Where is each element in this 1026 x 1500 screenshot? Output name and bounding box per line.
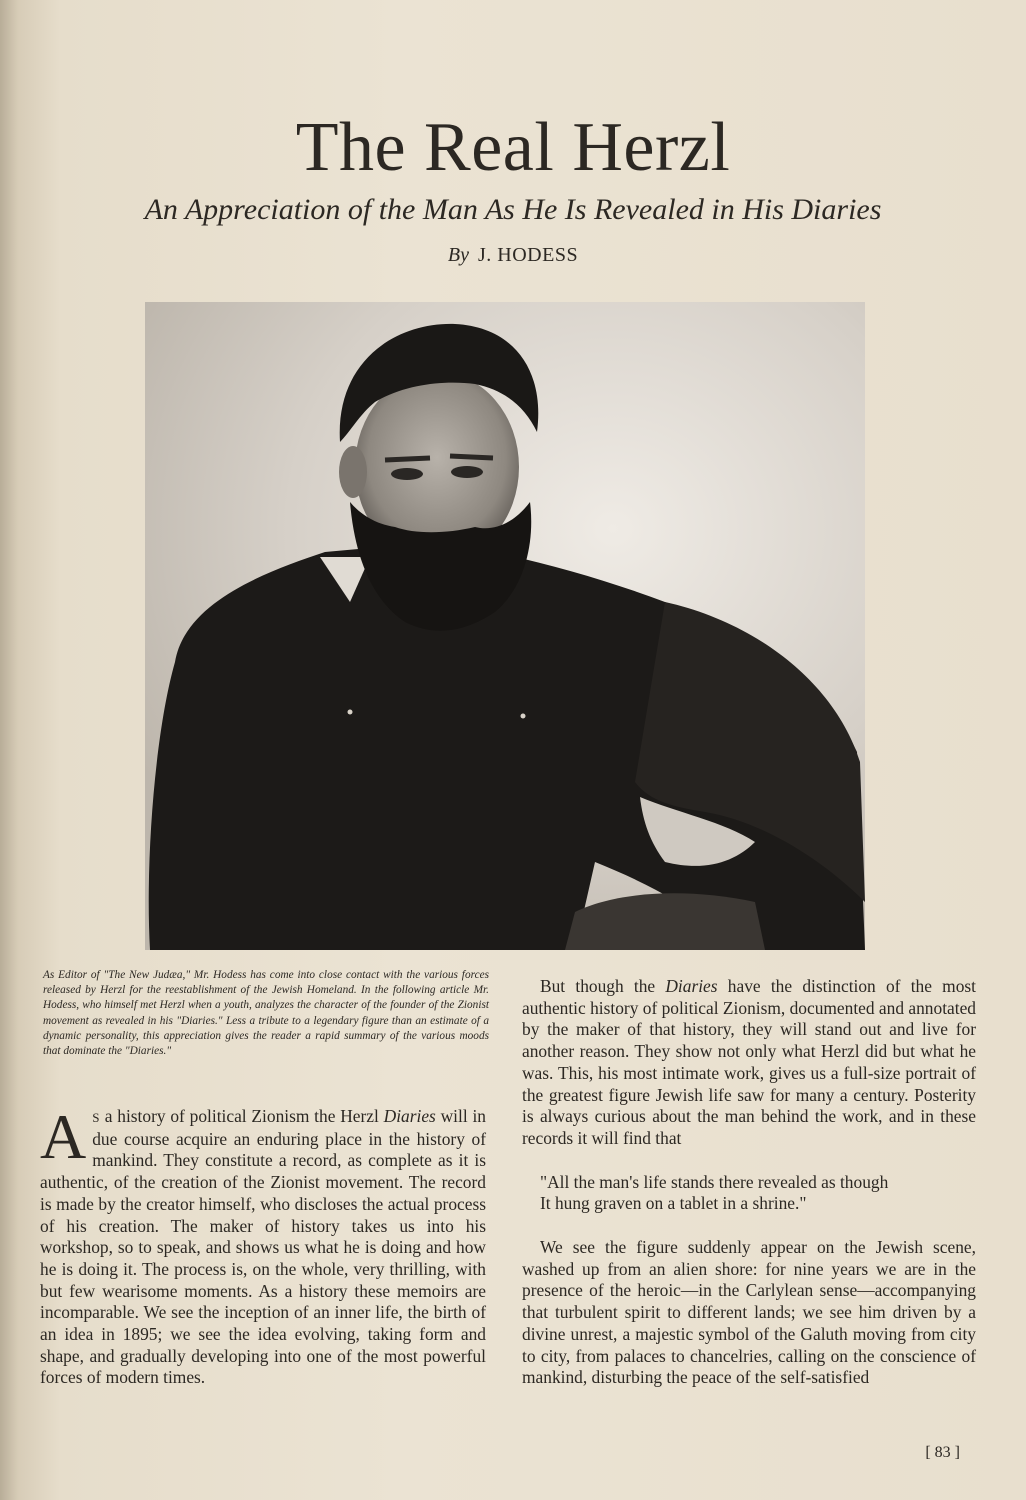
page-number: [ 83 ] [925, 1444, 960, 1461]
paragraph: We see the figure suddenly appear on the Jewish scene, washed up from an alien shore: for nine years we are in the presence of the heroic—in the Carlylean sense—accompanying that turbulent spirit to different lands; we see him driven by a divine unrest, a majestic symbol of the Galuth moving from city to city, from palaces to chancelries, calling on the conscience of mankind, disturbing the peace of the self-satisfied [522, 1237, 976, 1388]
quote-line: It hung graven on a tablet in a shrine." [540, 1193, 807, 1214]
article-subtitle: An Appreciation of the Man As He Is Revealed in His Diaries [144, 193, 882, 226]
byline-prefix: By [447, 244, 469, 266]
author-name: J. HODESS [478, 244, 579, 266]
left-column [40, 1101, 486, 1389]
small-caps-letter: S [92, 1110, 100, 1125]
article-title: The Real Herzl [295, 109, 731, 186]
right-column [522, 976, 976, 1389]
diaries-italic: Diaries [383, 1106, 436, 1126]
portrait-photo [145, 302, 865, 950]
byline [0, 240, 1026, 270]
block-quote [540, 1172, 976, 1215]
paragraph-text: a history of political Zionism the Herzl [99, 1106, 384, 1126]
opening-paragraph [40, 1101, 486, 1389]
portrait-illustration [145, 302, 865, 950]
editor-note-caption: As Editor of "The New Judæa," Mr. Hodess has come into close contact with the various forces released by Herzl for the reestablishment of the Jewish Homeland. In the following article Mr. Hodess, who himself met Herzl when a youth, analyzes the character of the founder of the Zionist movement as revealed in his "Diaries." Less a tribute to a legendary figure than an estimate of a dynamic personality, this appreciation gives the reader a rapid summary of the various moods that dominate the "Diaries." [43, 969, 489, 1058]
diaries-italic: Diaries [665, 976, 718, 996]
paragraph-text: But though the [540, 976, 666, 996]
quote-line: "All the man's life stands there revealed as though [540, 1171, 889, 1192]
drop-cap: A [40, 1101, 87, 1172]
paragraph-text: will in due course acquire an enduring place in the history of mankind. They constitute a record, as complete as it is authentic, of the creation of the Zionist movement. The record is made by the creator himself, who discloses the actual process of his creation. The maker of history takes us into his workshop, so to speak, and shows us what he is doing and how he is doing it. The process is, on the whole, very thrilling, with but few wearisome moments. As a history these memoirs are incomparable. We see the inception of an inner life, the birth of an idea in 1895; we see the idea evolving, taking form and shape, and gradually developing into one of the most powerful forces of modern times. [40, 1106, 486, 1388]
paragraph-text: have the distinction of the most authentic history of political Zionism, documented and annotated by the maker of that history, they will stand out and live for another reason. They show not only what Herzl did but what he was. This, his most intimate work, gives us a full-size portrait of the greatest figure Jewish life saw for many a century. Posterity is always curious about the man behind the work, and in these records it will find that [522, 976, 976, 1148]
paragraph [522, 976, 976, 1150]
